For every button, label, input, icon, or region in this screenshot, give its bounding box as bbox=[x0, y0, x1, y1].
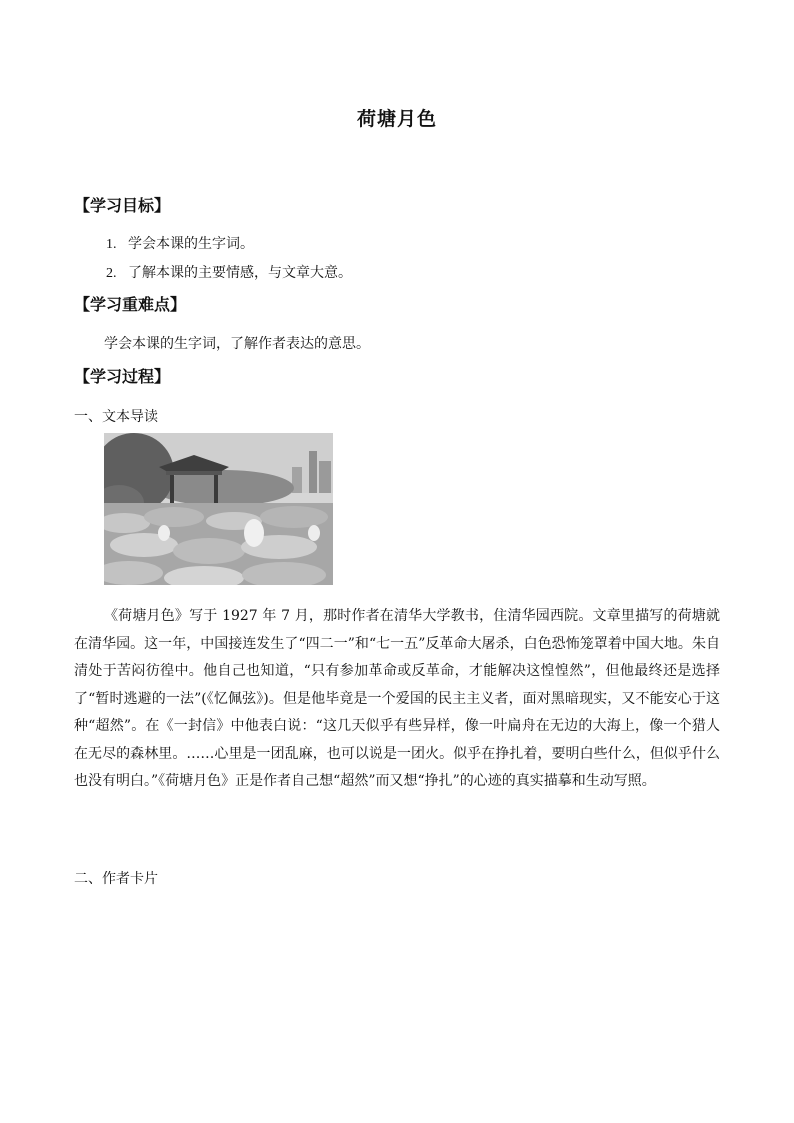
section-author-card: 二、作者卡片 bbox=[74, 871, 158, 887]
goal-item bbox=[106, 233, 254, 253]
process-heading: 【学习过程】 bbox=[74, 367, 171, 386]
goal-number: 1. bbox=[106, 237, 117, 252]
goal-item bbox=[106, 262, 352, 282]
goals-heading: 【学习目标】 bbox=[74, 196, 171, 215]
lotus-pond-photo bbox=[104, 433, 333, 585]
page-title: 荷塘月色 bbox=[356, 108, 437, 130]
goal-text: 学会本课的生字词。 bbox=[128, 236, 254, 252]
goal-number: 2. bbox=[106, 266, 117, 281]
intro-paragraph: 《荷塘月色》写于 1927 年 7 月，那时作者在清华大学教书，住清华园西院。文章里描写的荷塘就在清华园。这一年，中国接连发生了“四二一”和“七一五”反革命大屠杀，白色恐怖笼罩着中国大地。朱自清处于苦闷彷徨中。他自己也知道，“只有参加革命或反革命，才能解决这惶惶然”，但他最终还是选择了“暂时逃避的一法”(《忆佩弦》)。但是他毕竟是一个爱国的民主主义者，面对黑暗现实，又不能安心于这种“超然”。在《一封信》中他表白说：“这几天似乎有些异样，像一叶扁舟在无边的大海上，像一个猎人在无尽的森林里。……心里是一团乱麻，也可以说是一团火。似乎在挣扎着，要明白些什么，但似乎什么也没有明白。”《荷塘月色》正是作者自己想“超然”而又想“挣扎”的心迹的真实描摹和生动写照。 bbox=[74, 608, 720, 789]
goal-text: 了解本课的主要情感，与文章大意。 bbox=[128, 265, 352, 281]
key-points-text: 学会本课的生字词，了解作者表达的意思。 bbox=[104, 336, 370, 352]
key-points-heading: 【学习重难点】 bbox=[74, 295, 187, 314]
section-text-guide: 一、文本导读 bbox=[74, 409, 158, 425]
